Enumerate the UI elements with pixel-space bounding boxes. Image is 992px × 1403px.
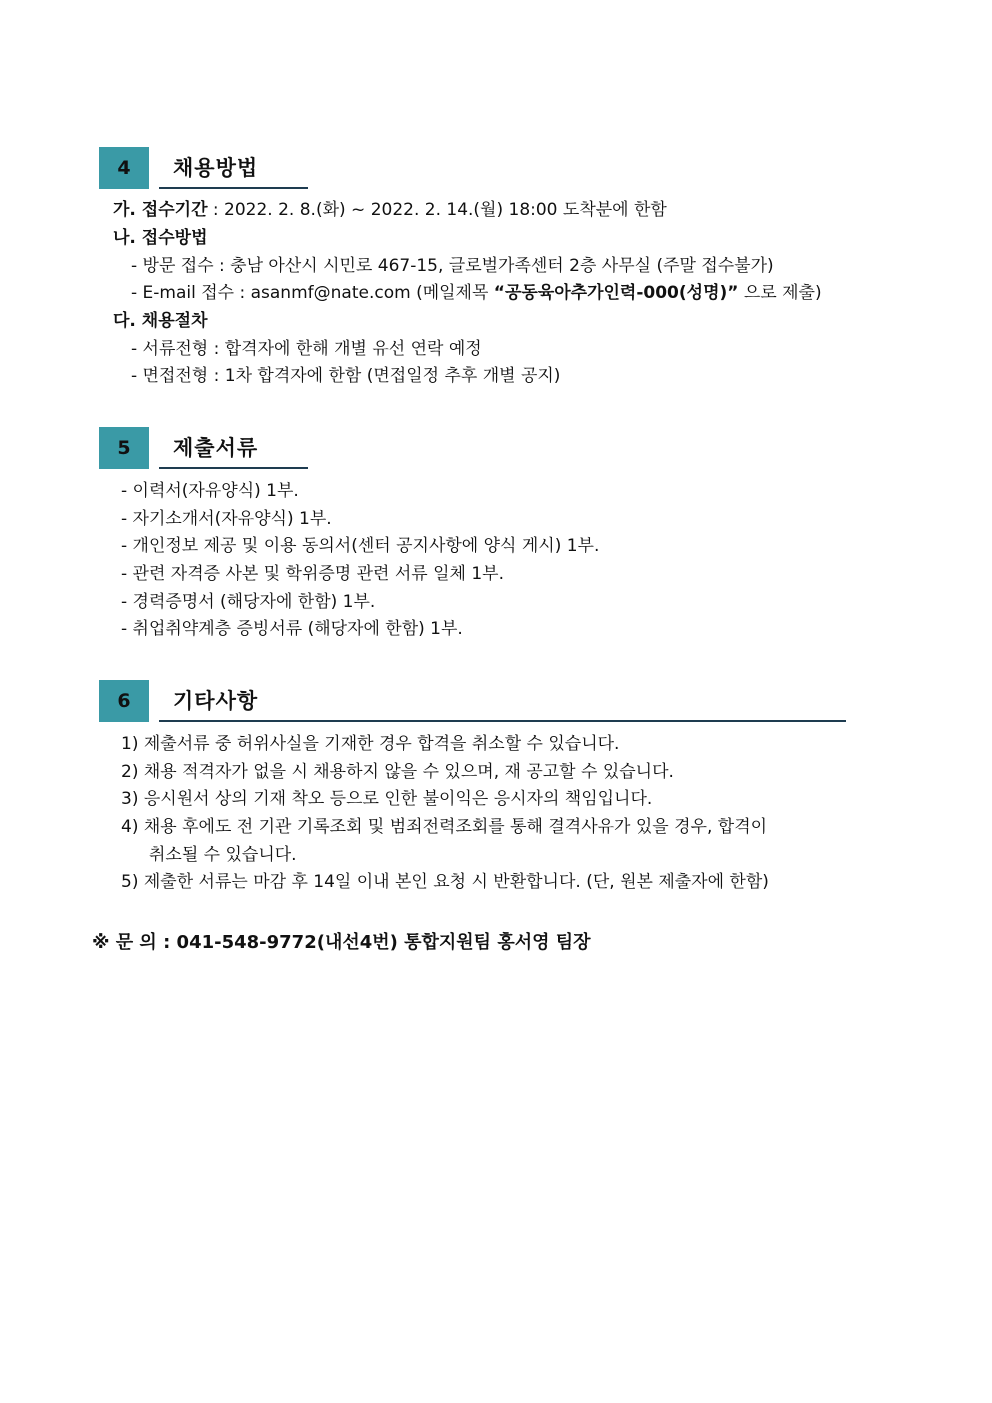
- section-number: 5: [99, 427, 149, 469]
- email-subject: “공동육아추가인력-000(성명)”: [493, 283, 739, 303]
- list-item: - 취업취약계층 증빙서류 (해당자에 한함) 1부.: [121, 619, 463, 639]
- list-item: - 개인정보 제공 및 이용 동의서(센터 공지사항에 양식 게시) 1부.: [121, 536, 600, 556]
- document-screening: - 서류전형 : 합격자에 한해 개별 유선 연락 예정: [131, 339, 482, 359]
- contact-info: ※ 문 의 : 041-548-9772(내선4번) 통합지원팀 홍서영 팀장: [92, 932, 591, 953]
- list-item: 3) 응시원서 상의 기재 착오 등으로 인한 불이익은 응시자의 책임입니다.: [121, 789, 653, 809]
- section-number: 4: [99, 147, 149, 189]
- list-item: 1) 제출서류 중 허위사실을 기재한 경우 합격을 취소할 수 있습니다.: [121, 734, 620, 754]
- section-underline: [159, 187, 308, 189]
- interview-screening: - 면접전형 : 1차 합격자에 한함 (면접일정 추후 개별 공지): [131, 366, 561, 386]
- section-underline: [159, 720, 846, 722]
- list-item: 4) 채용 후에도 전 기관 기록조회 및 범죄전력조회를 통해 결격사유가 있을 경우, 합격이: [121, 817, 768, 837]
- section-title: 채용방법: [173, 156, 259, 180]
- list-item: - 이력서(자유양식) 1부.: [121, 481, 299, 501]
- hiring-procedure-label: 다. 채용절차: [113, 311, 208, 331]
- section-5-header: [99, 427, 319, 469]
- email-receipt-tail: 으로 제출): [738, 283, 822, 303]
- list-item-continuation: 취소될 수 있습니다.: [149, 845, 297, 865]
- section-title: 제출서류: [173, 436, 259, 460]
- section-4-header: [99, 147, 319, 189]
- receipt-period-label: 가. 접수기간: [113, 200, 208, 220]
- list-item: 2) 채용 적격자가 없을 시 채용하지 않을 수 있으며, 재 공고할 수 있습니다.: [121, 762, 674, 782]
- list-item: 5) 제출한 서류는 마감 후 14일 이내 본인 요청 시 반환합니다. (단, 원본 제출자에 한함): [121, 872, 769, 892]
- email-receipt-text: - E-mail 접수 : asanmf@nate.com (메일제목: [131, 283, 494, 303]
- section-title: 기타사항: [173, 689, 259, 713]
- list-item: - 관련 자격증 사본 및 학위증명 관련 서류 일체 1부.: [121, 564, 505, 584]
- section-underline: [159, 467, 308, 469]
- section-number: 6: [99, 680, 149, 722]
- section-6-header: [99, 680, 859, 722]
- list-item: - 자기소개서(자유양식) 1부.: [121, 509, 332, 529]
- receipt-period: [113, 198, 667, 222]
- receipt-method-label: 나. 접수방법: [113, 228, 208, 248]
- receipt-period-text: : 2022. 2. 8.(화) ~ 2022. 2. 14.(월) 18:00 도착분에 한함: [207, 200, 667, 220]
- email-receipt: [131, 281, 822, 305]
- visit-receipt: - 방문 접수 : 충남 아산시 시민로 467-15, 글로벌가족센터 2층 사무실 (주말 접수불가): [131, 256, 774, 276]
- list-item: - 경력증명서 (해당자에 한함) 1부.: [121, 592, 376, 612]
